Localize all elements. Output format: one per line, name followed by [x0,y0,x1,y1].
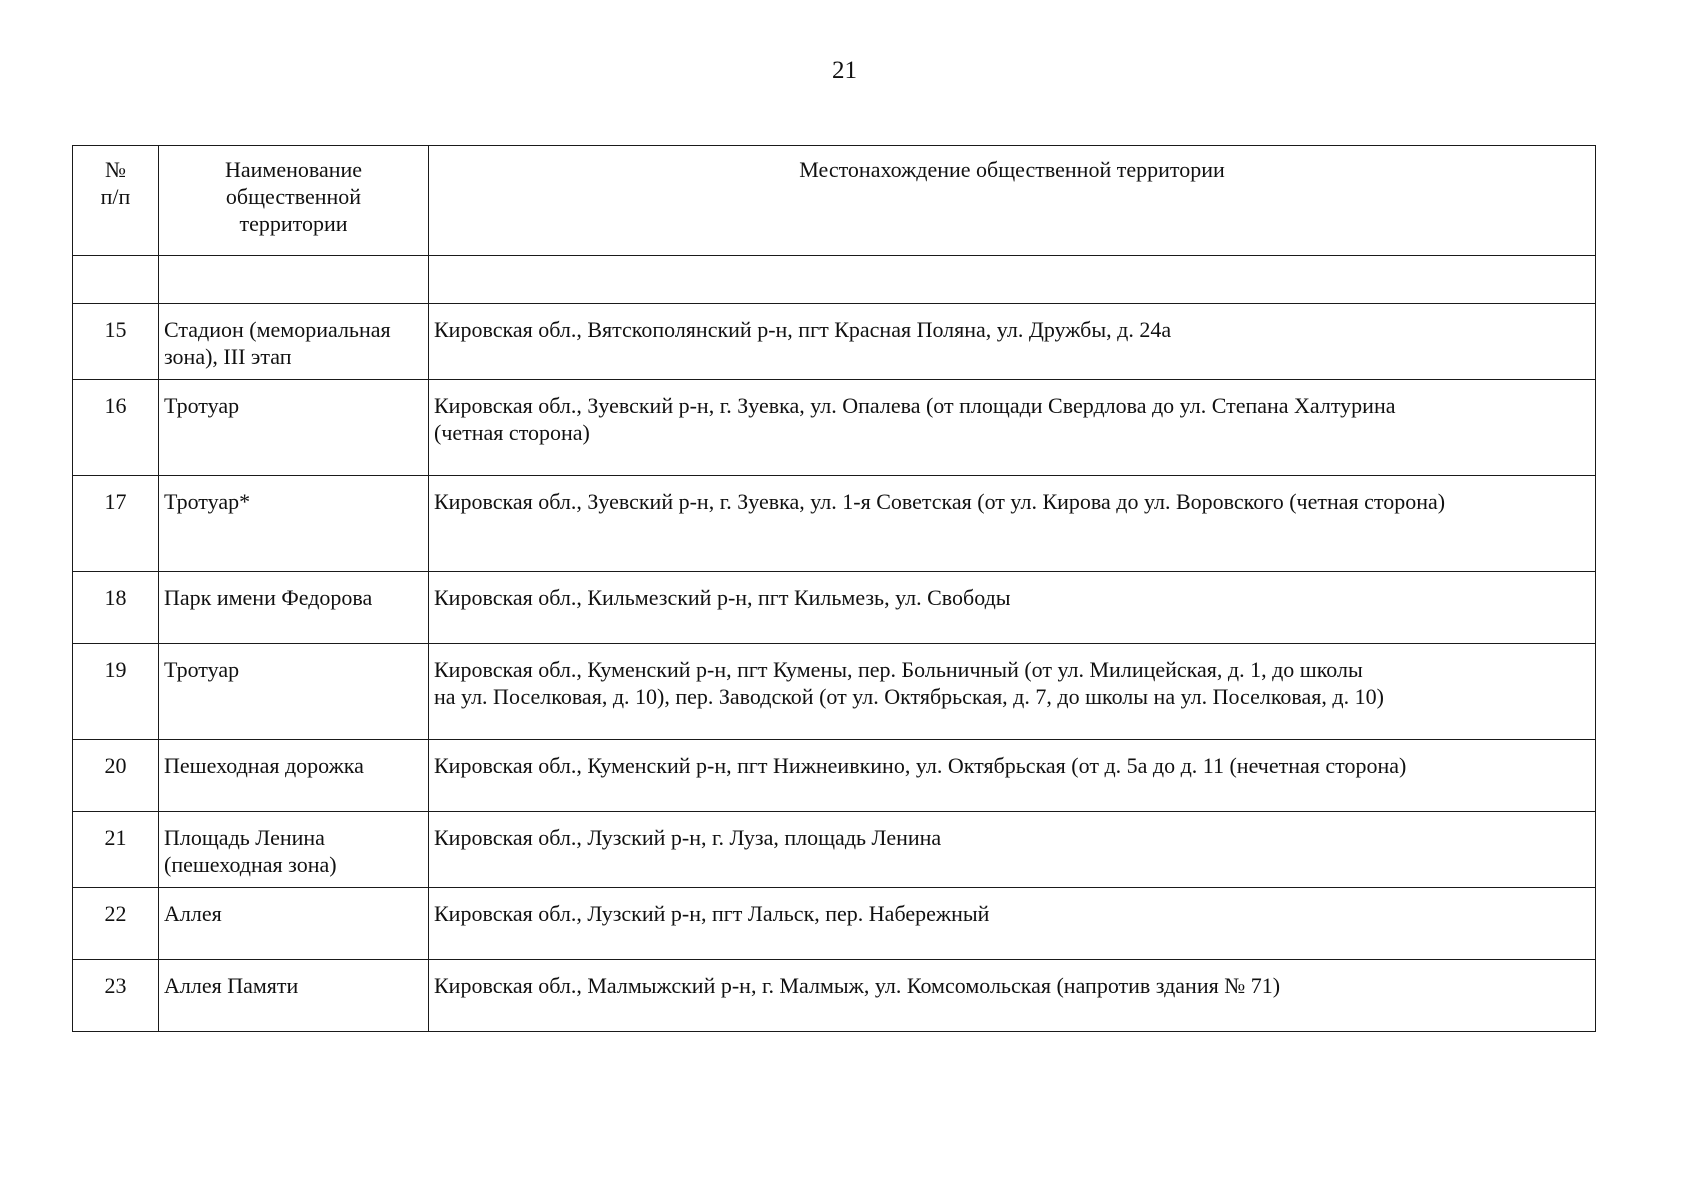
row-location-line: Кировская обл., Зуевский р-н, г. Зуевка, ул. Опалева (от площади Свердлова до ул. Степана Халтурина [434,393,1396,418]
territories-table [72,145,1596,1032]
header-location [429,146,1596,256]
row-location-line: Кировская обл., Лузский р-н, г. Луза, площадь Ленина [434,825,942,850]
row-name [159,304,429,380]
header-number [73,146,159,256]
row-name [159,960,429,1032]
row-location [429,812,1596,888]
row-location-line: Кировская обл., Куменский р-н, пгт Нижнеивкино, ул. Октябрьская (от д. 5а до д. 11 (нечетная сторона) [434,753,1407,778]
row-location [429,888,1596,960]
row-name-line: Площадь Ленина [164,825,325,850]
empty-cell [429,256,1596,304]
row-name [159,812,429,888]
row-number: 22 [73,888,159,960]
row-number: 17 [73,476,159,572]
empty-row [73,256,1596,304]
row-number: 15 [73,304,159,380]
row-name-line: Тротуар [164,393,240,418]
row-location-line: Кировская обл., Малмыжский р-н, г. Малмыж, ул. Комсомольская (напротив здания № 71) [434,973,1281,998]
row-name [159,380,429,476]
row-name [159,888,429,960]
page-number: 21 [832,57,857,84]
row-number: 23 [73,960,159,1032]
row-number: 21 [73,812,159,888]
row-name [159,572,429,644]
row-name-line: Пешеходная дорожка [164,753,364,778]
row-location-line: Кировская обл., Зуевский р-н, г. Зуевка, ул. 1-я Советская (от ул. Кирова до ул. Воровского (четная сторона) [434,489,1446,514]
row-name-line: Тротуар* [164,489,251,514]
row-name [159,476,429,572]
row-name-line: Аллея Памяти [164,973,299,998]
table-row [73,812,1596,888]
table-row [73,304,1596,380]
table-row [73,888,1596,960]
row-name-line: Парк имени Федорова [164,585,373,610]
table-row [73,644,1596,740]
row-location-line: Кировская обл., Кильмезский р-н, пгт Кильмезь, ул. Свободы [434,585,1011,610]
header-number-line: № [105,157,126,182]
row-location [429,476,1596,572]
row-location [429,644,1596,740]
row-name-line: зона), III этап [164,344,292,369]
table-row [73,476,1596,572]
row-name-line: Тротуар [164,657,240,682]
header-name-line: общественной [225,184,362,209]
row-name [159,644,429,740]
table-row [73,572,1596,644]
table-header-row [73,146,1596,256]
row-number: 20 [73,740,159,812]
row-location-line: Кировская обл., Лузский р-н, пгт Лальск, пер. Набережный [434,901,990,926]
row-name-line: Стадион (мемориальная [164,317,391,342]
row-location [429,572,1596,644]
row-location-line: (четная сторона) [434,420,590,445]
empty-cell [73,256,159,304]
header-number-line: п/п [100,184,131,209]
empty-cell [159,256,429,304]
row-location [429,304,1596,380]
row-location [429,960,1596,1032]
row-location [429,380,1596,476]
table-row [73,960,1596,1032]
row-location-line: на ул. Поселковая, д. 10), пер. Заводской (от ул. Октябрьская, д. 7, до школы на ул. Поселковая, д. 10) [434,684,1384,709]
header-name-line: территории [239,211,348,236]
row-name [159,740,429,812]
row-name-line: Аллея [164,901,222,926]
row-number: 18 [73,572,159,644]
row-number: 19 [73,644,159,740]
row-location [429,740,1596,812]
header-location-text: Местонахождение общественной территории [799,157,1225,182]
row-number: 16 [73,380,159,476]
table-row [73,380,1596,476]
table-row [73,740,1596,812]
header-name [159,146,429,256]
row-location-line: Кировская обл., Куменский р-н, пгт Кумены, пер. Больничный (от ул. Милицейская, д. 1, до школы [434,657,1363,682]
row-name-line: (пешеходная зона) [164,852,337,877]
row-location-line: Кировская обл., Вятскополянский р-н, пгт Красная Поляна, ул. Дружбы, д. 24а [434,317,1172,342]
header-name-line: Наименование [224,157,363,182]
